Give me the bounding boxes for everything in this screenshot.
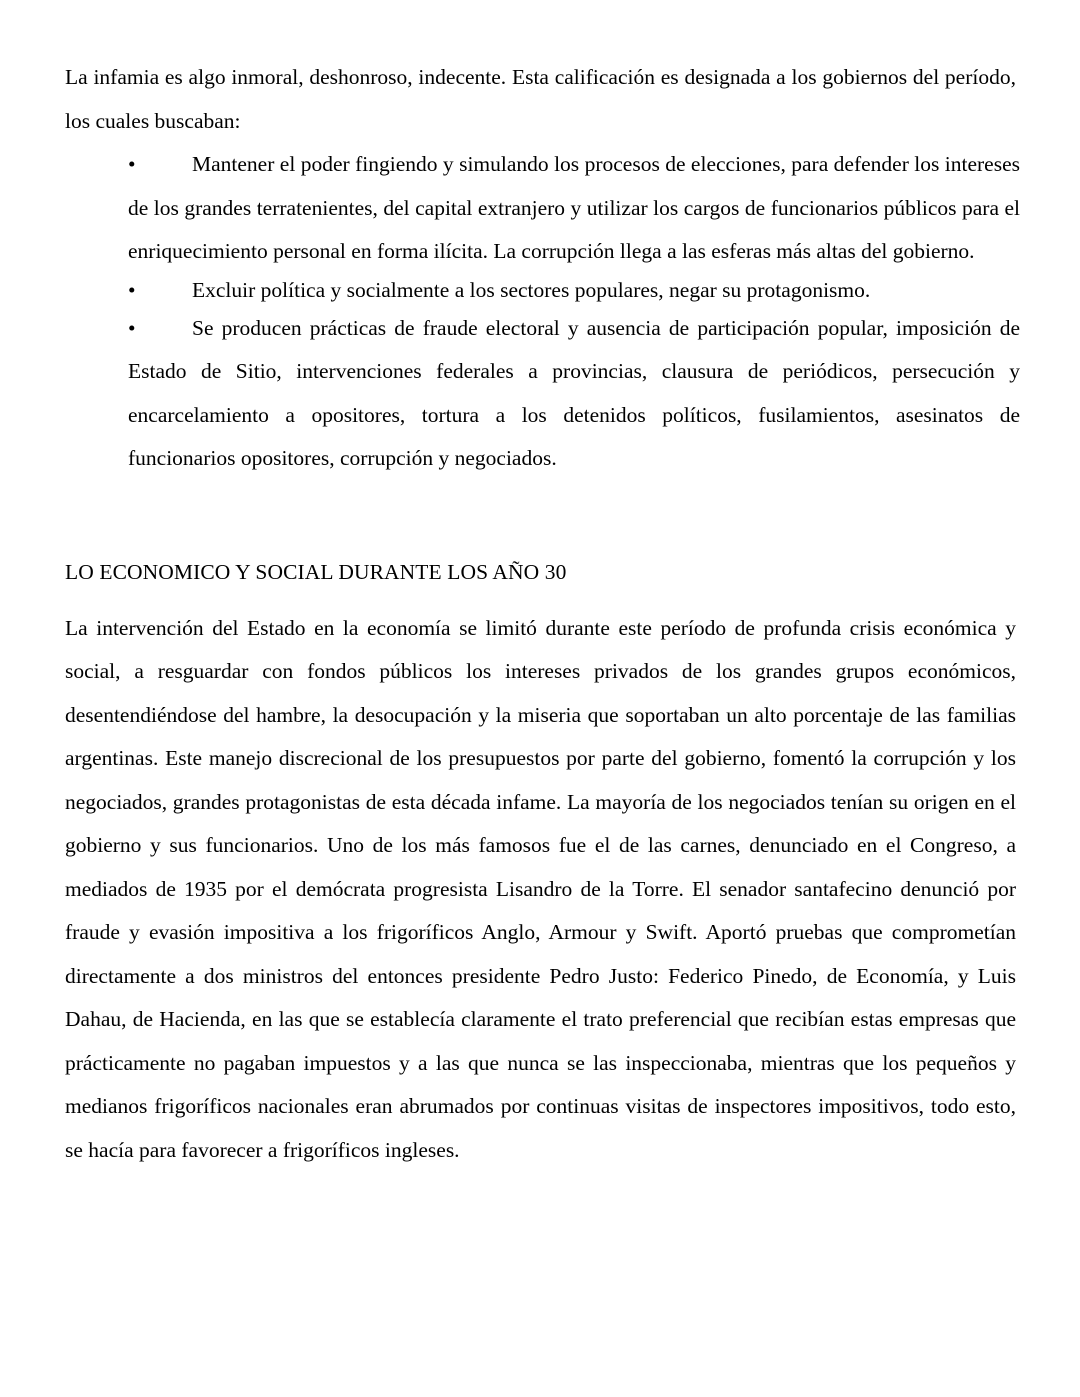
list-item-text: Excluir política y socialmente a los sectores populares, negar su protagonismo. xyxy=(192,277,871,302)
bullet-marker-icon: • xyxy=(128,152,136,176)
spacer xyxy=(65,586,1016,607)
body-paragraph: La intervención del Estado en la economía se limitó durante este período de profunda crisis económica y social, a resguardar con fondos públicos los intereses privados de los grandes grupos económicos, desentendiéndose del hambre, la desocupación y la miseria que soportaban un alto porcentaje de las familias argentinas. Este manejo discrecional de los presupuestos por parte del gobierno, fomentó la corrupción y los negociados, grandes protagonistas de esta década infame. La mayoría de los negociados tenían su origen en el gobierno y sus funcionarios. Uno de los más famosos fue el de las carnes, denunciado en el Congreso, a mediados de 1935 por el demócrata progresista Lisandro de la Torre. El senador santafecino denunció por fraude y evasión impositiva a los frigoríficos Anglo, Armour y Swift. Aportó pruebas que comprometían directamente a dos ministros del entonces presidente Pedro Justo: Federico Pinedo, de Economía, y Luis Dahau, de Hacienda, en las que se establecía claramente el trato preferencial que recibían estas empresas que prácticamente no pagaban impuestos y a las que nunca se las inspeccionaba, mientras que los pequeños y medianos frigoríficos nacionales eran abrumados por continuas visitas de inspectores impositivos, todo esto, se hacía para favorecer a frigoríficos ingleses. xyxy=(65,615,1016,1162)
bullet-marker-icon: • xyxy=(128,277,136,302)
list-item xyxy=(128,274,1020,307)
list-item xyxy=(128,143,1020,274)
section-heading: LO ECONOMICO Y SOCIAL DURANTE LOS AÑO 30 xyxy=(65,559,567,584)
list-item-text: Mantener el poder fingiendo y simulando los procesos de elecciones, para defender los intereses de los grandes terratenientes, del capital extranjero y utilizar los cargos de funcionarios públicos para el enriquecimiento personal en forma ilícita. La corrupción llega a las esferas más altas del gobierno. xyxy=(128,152,1020,263)
spacer xyxy=(65,481,1016,558)
document-content xyxy=(65,56,1020,1172)
bullet-list xyxy=(128,143,1020,481)
intro-paragraph: La infamia es algo inmoral, deshonroso, indecente. Esta calificación es designada a los gobiernos del período, los cuales buscaban: xyxy=(65,65,1016,133)
bullet-marker-icon: • xyxy=(128,315,136,340)
list-item-text: Se producen prácticas de fraude electoral y ausencia de participación popular, imposición de Estado de Sitio, intervenciones federales a provincias, clausura de periódicos, persecución y encarcelamiento a opositores, tortura a los detenidos políticos, fusilamientos, asesinatos de funcionarios opositores, corrupción y negociados. xyxy=(128,315,1020,470)
list-item xyxy=(128,307,1020,481)
